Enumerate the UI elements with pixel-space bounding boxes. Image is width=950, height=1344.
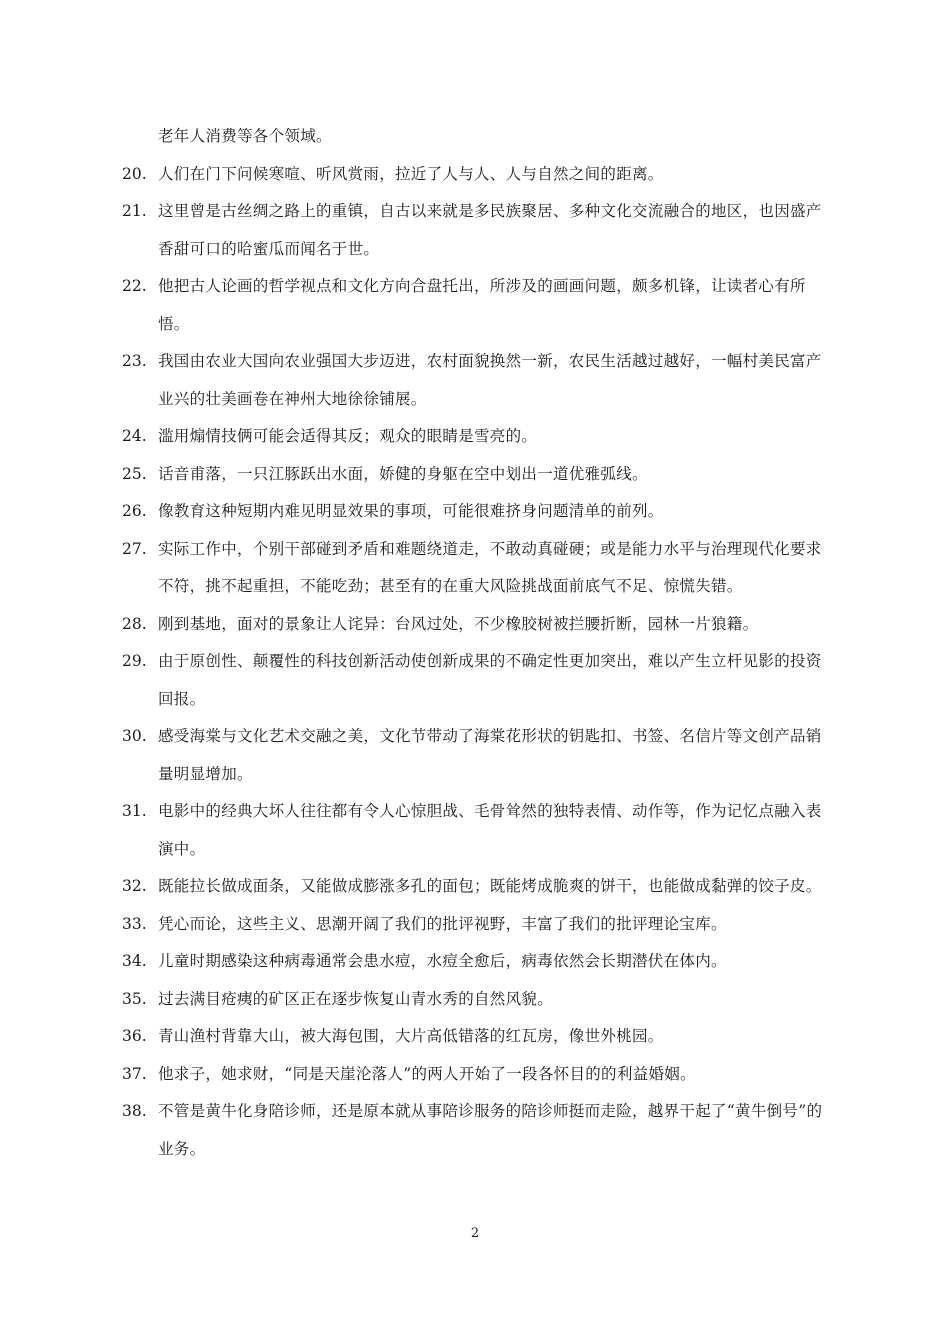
item-text: 不管是黄牛化身陪诊师，还是原本就从事陪诊服务的陪诊师挺而走险，越界干起了“黄牛倒号”的业务。	[158, 1102, 823, 1158]
item-text: 滥用煽情技俩可能会适得其反；观众的眼睛是雪亮的。	[158, 427, 538, 445]
list-item	[122, 531, 832, 606]
item-number: 26.	[122, 502, 147, 520]
item-number: 37.	[122, 1064, 147, 1083]
item-number: 21.	[122, 202, 147, 220]
list-item	[122, 1056, 832, 1094]
item-number: 27.	[122, 539, 147, 558]
list-item	[122, 493, 832, 531]
list-item	[122, 943, 832, 981]
item-number: 31.	[122, 802, 147, 820]
item-text: 过去满目疮痍的矿区正在逐步恢复山青水秀的自然风貌。	[158, 989, 554, 1008]
item-number: 24.	[122, 427, 147, 445]
list-item	[122, 606, 832, 644]
item-text: 电影中的经典大坏人往往都有令人心惊胆战、毛骨耸然的独特表情、动作等，作为记忆点融入表演中。	[158, 802, 822, 858]
list-item	[122, 981, 832, 1019]
item-text: 我国由农业大国向农业强国大步迈进，农村面貌换然一新，农民生活越过越好，一幅村美民富产业兴的壮美画卷在神州大地徐徐铺展。	[158, 352, 822, 408]
list-item	[122, 868, 832, 906]
list-item	[122, 156, 832, 194]
item-number: 23.	[122, 352, 147, 370]
list-item	[122, 418, 832, 456]
list-item	[122, 1093, 832, 1168]
item-number: 32.	[122, 877, 147, 895]
item-text: 青山渔村背靠大山，被大海包围，大片高低错落的红瓦房，像世外桃园。	[158, 1027, 664, 1045]
item-text: 刚到基地，面对的景象让人诧异：台风过处，不少橡胶树被拦腰折断，园林一片狼籍。	[158, 614, 759, 633]
item-text: 感受海棠与文化艺术交融之美，文化节带动了海棠花形状的钥匙扣、书签、名信片等文创产品销量明显增加。	[158, 727, 822, 783]
list-item	[122, 1018, 832, 1056]
item-number: 25.	[122, 464, 147, 483]
item-number: 30.	[122, 727, 147, 745]
item-text: 儿童时期感染这种病毒通常会患水痘，水痘全愈后，病毒依然会长期潜伏在体内。	[158, 952, 727, 970]
item-number: 29.	[122, 652, 147, 670]
question-list	[122, 118, 832, 1168]
list-item	[122, 643, 832, 718]
list-item	[122, 718, 832, 793]
item-number: 33.	[122, 914, 147, 933]
item-number: 22.	[122, 277, 147, 295]
item-text: 实际工作中，个别干部碰到矛盾和难题绕道走，不敢动真碰硬；或是能力水平与治理现代化要求不符，挑不起重担，不能吃劲；甚至有的在重大风险挑战面前底气不足、惊慌失错。	[158, 539, 822, 595]
item-text: 由于原创性、颠覆性的科技创新活动使创新成果的不确定性更加突出，难以产生立杆见影的投资回报。	[158, 652, 822, 708]
item-text: 既能拉长做成面条，又能做成膨涨多孔的面包；既能烤成脆爽的饼干，也能做成黏弹的饺子皮。	[158, 877, 822, 895]
list-item	[122, 118, 832, 156]
list-item	[122, 193, 832, 268]
item-text: 他求子，她求财，“同是天崖沦落人”的两人开始了一段各怀目的的利益婚姻。	[158, 1064, 696, 1083]
item-text: 凭心而论，这些主义、思潮开阔了我们的批评视野，丰富了我们的批评理论宝库。	[158, 914, 727, 933]
item-text: 这里曾是古丝绸之路上的重镇，自古以来就是多民族聚居、多种文化交流融合的地区，也因盛产香甜可口的哈蜜瓜而闻名于世。	[158, 202, 822, 258]
list-item	[122, 343, 832, 418]
item-number: 20.	[122, 164, 147, 183]
item-number: 35.	[122, 989, 147, 1008]
item-number: 34.	[122, 952, 147, 970]
item-text: 像教育这种短期内难见明显效果的事项，可能很难挤身问题清单的前列。	[158, 502, 664, 520]
page-number: 2	[470, 1226, 480, 1241]
list-item	[122, 906, 832, 944]
list-item	[122, 456, 832, 494]
item-number: 38.	[122, 1102, 147, 1120]
item-number: 28.	[122, 614, 147, 633]
item-text: 老年人消费等各个领域。	[158, 127, 332, 145]
item-text: 人们在门下问候寒喧、听风赏雨，拉近了人与人、人与自然之间的距离。	[158, 164, 664, 183]
list-item	[122, 268, 832, 343]
item-text: 他把古人论画的哲学视点和文化方向合盘托出，所涉及的画画问题，颇多机锋，让读者心有所悟。	[158, 277, 806, 333]
list-item	[122, 793, 832, 868]
item-text: 话音甫落，一只江豚跃出水面，娇健的身躯在空中划出一道优雅弧线。	[158, 464, 648, 483]
item-number: 36.	[122, 1027, 147, 1045]
